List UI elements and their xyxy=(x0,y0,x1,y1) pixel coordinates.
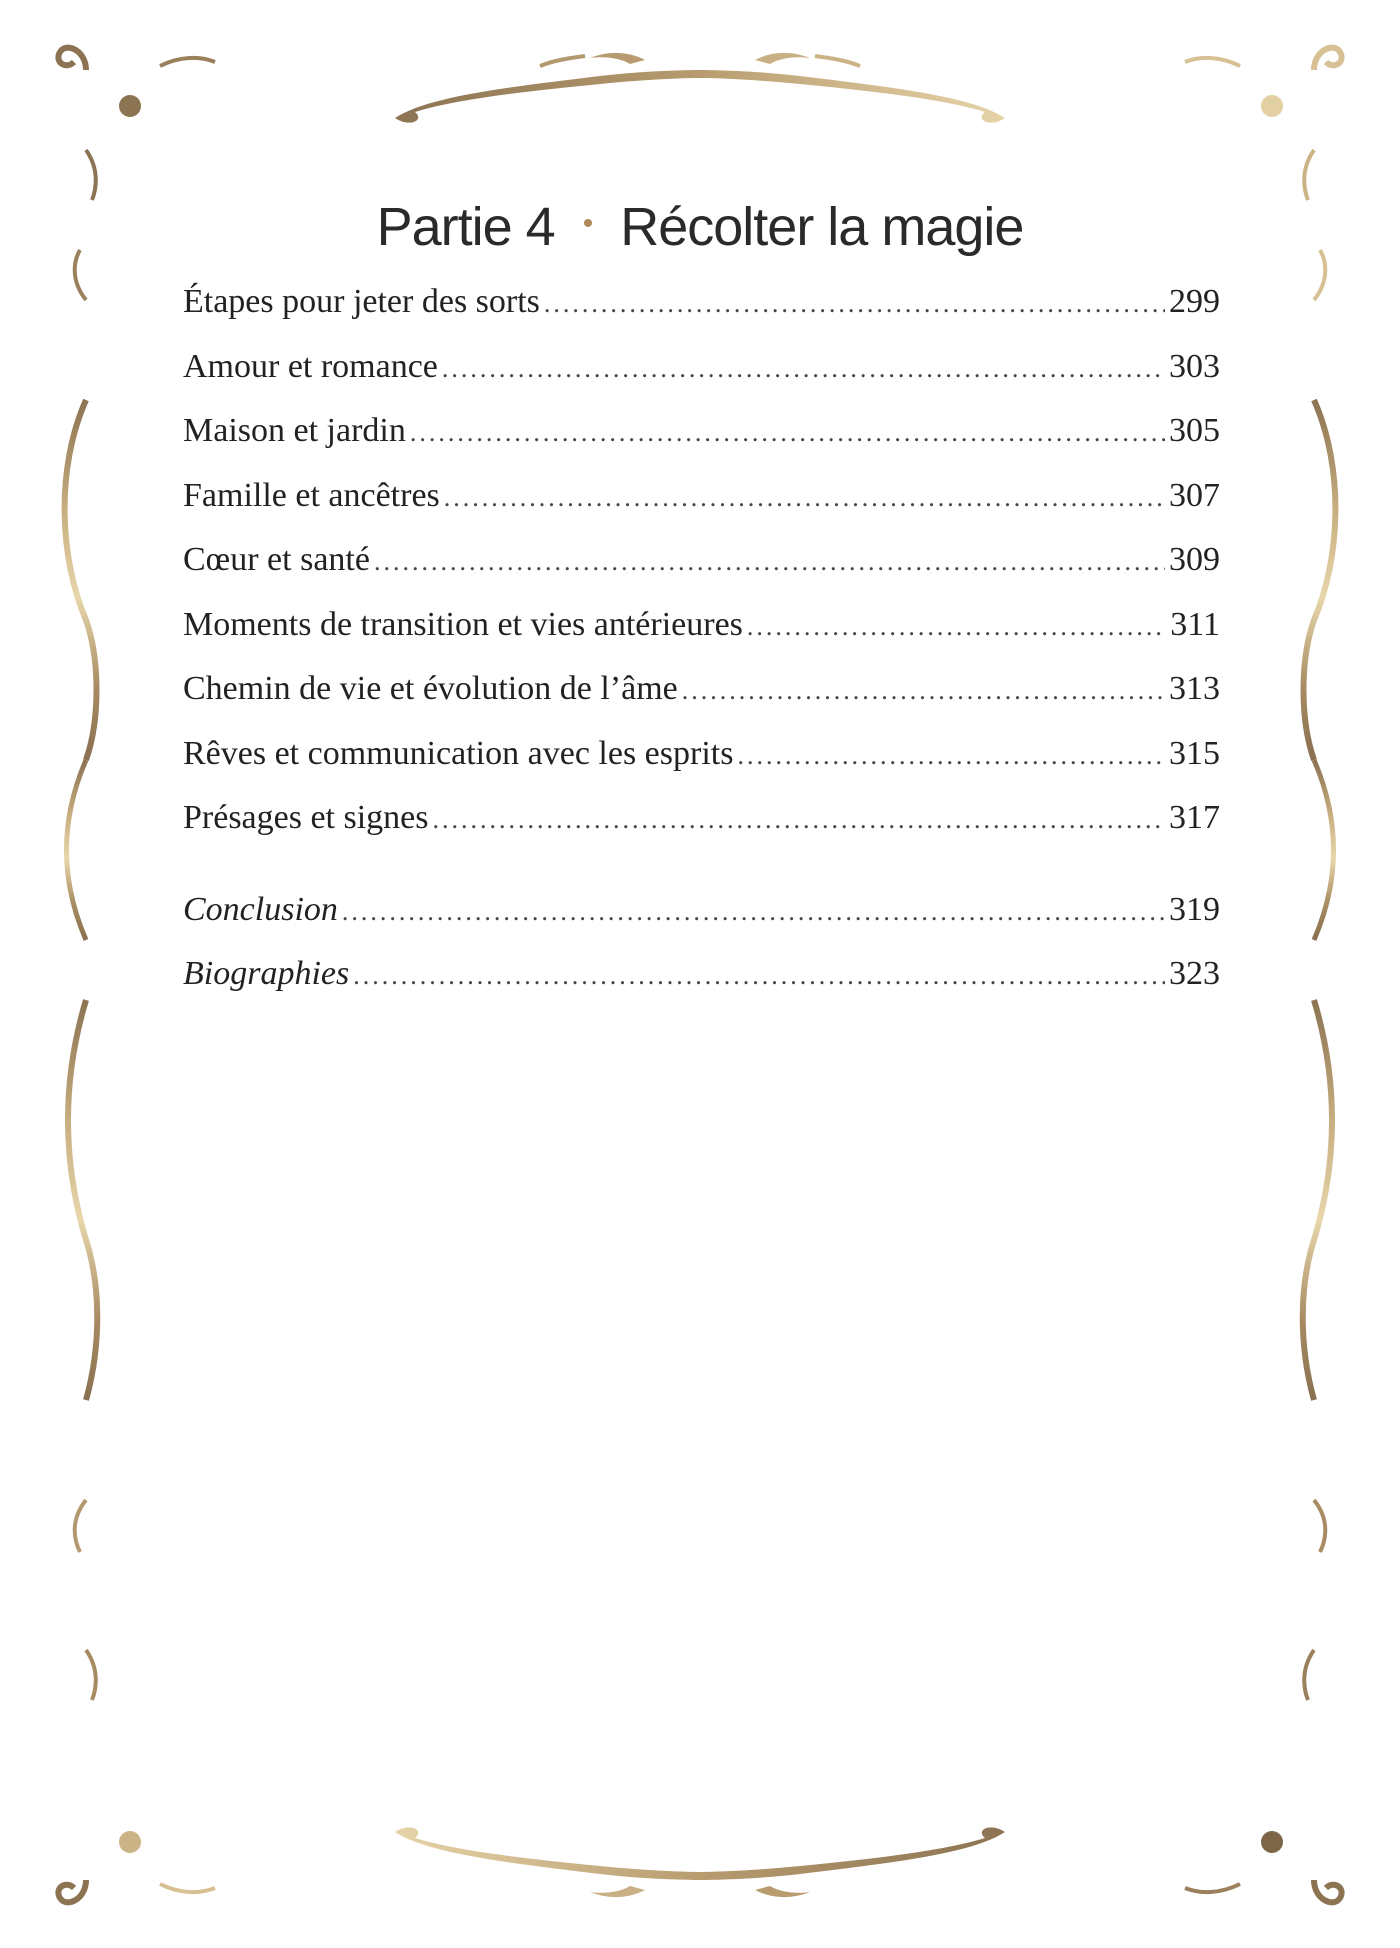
corner-dot xyxy=(119,1831,141,1853)
toc-entry xyxy=(183,606,1220,671)
dot-leader xyxy=(682,676,1165,706)
toc-entry-label: Étapes pour jeter des sorts xyxy=(183,283,540,320)
dot-leader xyxy=(737,741,1165,771)
toc-entry-page: 317 xyxy=(1169,799,1220,836)
toc-entry xyxy=(183,541,1220,606)
toc-entry-label: Chemin de vie et évolution de l’âme xyxy=(183,670,678,707)
toc-entry-label: Moments de transition et vies antérieures xyxy=(183,605,743,643)
dot-leader xyxy=(747,612,1166,642)
toc-entry-label: Présages et signes xyxy=(183,799,429,836)
dot-leader xyxy=(433,805,1165,835)
toc-entry-page: 313 xyxy=(1169,670,1220,707)
toc-entry-page: 319 xyxy=(1169,890,1220,928)
toc-entry-page: 307 xyxy=(1169,476,1220,514)
toc-entry-label: Conclusion xyxy=(183,890,338,928)
dot-leader xyxy=(544,289,1165,319)
page-title xyxy=(0,196,1400,258)
dot-leader xyxy=(374,547,1165,577)
part-title: Récolter la magie xyxy=(620,197,1024,257)
dot-leader xyxy=(342,897,1165,927)
corner-dot xyxy=(1261,1831,1283,1853)
toc-entry-label: Famille et ancêtres xyxy=(183,476,440,514)
toc-entry xyxy=(183,283,1220,348)
toc-entry-page: 311 xyxy=(1170,605,1220,643)
toc-entry xyxy=(183,477,1220,542)
dot-leader xyxy=(410,418,1165,448)
part-number: Partie 4 xyxy=(376,197,555,257)
dot-leader xyxy=(444,483,1165,513)
toc-entry-page: 305 xyxy=(1169,412,1220,449)
toc-entry-page: 315 xyxy=(1169,734,1220,772)
toc-entry-label: Amour et romance xyxy=(183,347,438,385)
toc-back-matter-entry xyxy=(183,955,1220,1020)
toc-entry-page: 309 xyxy=(1169,541,1220,578)
toc-entry-label: Rêves et communication avec les esprits xyxy=(183,734,734,772)
bottom-border xyxy=(100,1827,1300,1897)
toc-entry-label: Maison et jardin xyxy=(183,412,406,449)
dot-leader xyxy=(353,961,1165,991)
toc-entry xyxy=(183,799,1220,864)
corner-dot xyxy=(119,95,141,117)
toc-entry-page: 303 xyxy=(1169,347,1220,385)
table-of-contents xyxy=(183,283,1220,1020)
toc-entry-page: 323 xyxy=(1169,955,1220,992)
top-border xyxy=(100,53,1300,123)
right-border xyxy=(1303,48,1342,1903)
toc-entry xyxy=(183,348,1220,413)
dot-leader xyxy=(442,354,1165,384)
left-border xyxy=(58,48,97,1903)
toc-entry-page: 299 xyxy=(1169,283,1220,320)
toc-entry xyxy=(183,412,1220,477)
corner-dot xyxy=(1261,95,1283,117)
toc-entry-label: Biographies xyxy=(183,955,350,992)
section-spacer xyxy=(183,864,1220,891)
toc-back-matter-entry xyxy=(183,891,1220,956)
toc-entry xyxy=(183,670,1220,735)
title-separator-bullet: • xyxy=(582,207,593,240)
toc-entry xyxy=(183,735,1220,800)
toc-entry-label: Cœur et santé xyxy=(183,541,370,578)
